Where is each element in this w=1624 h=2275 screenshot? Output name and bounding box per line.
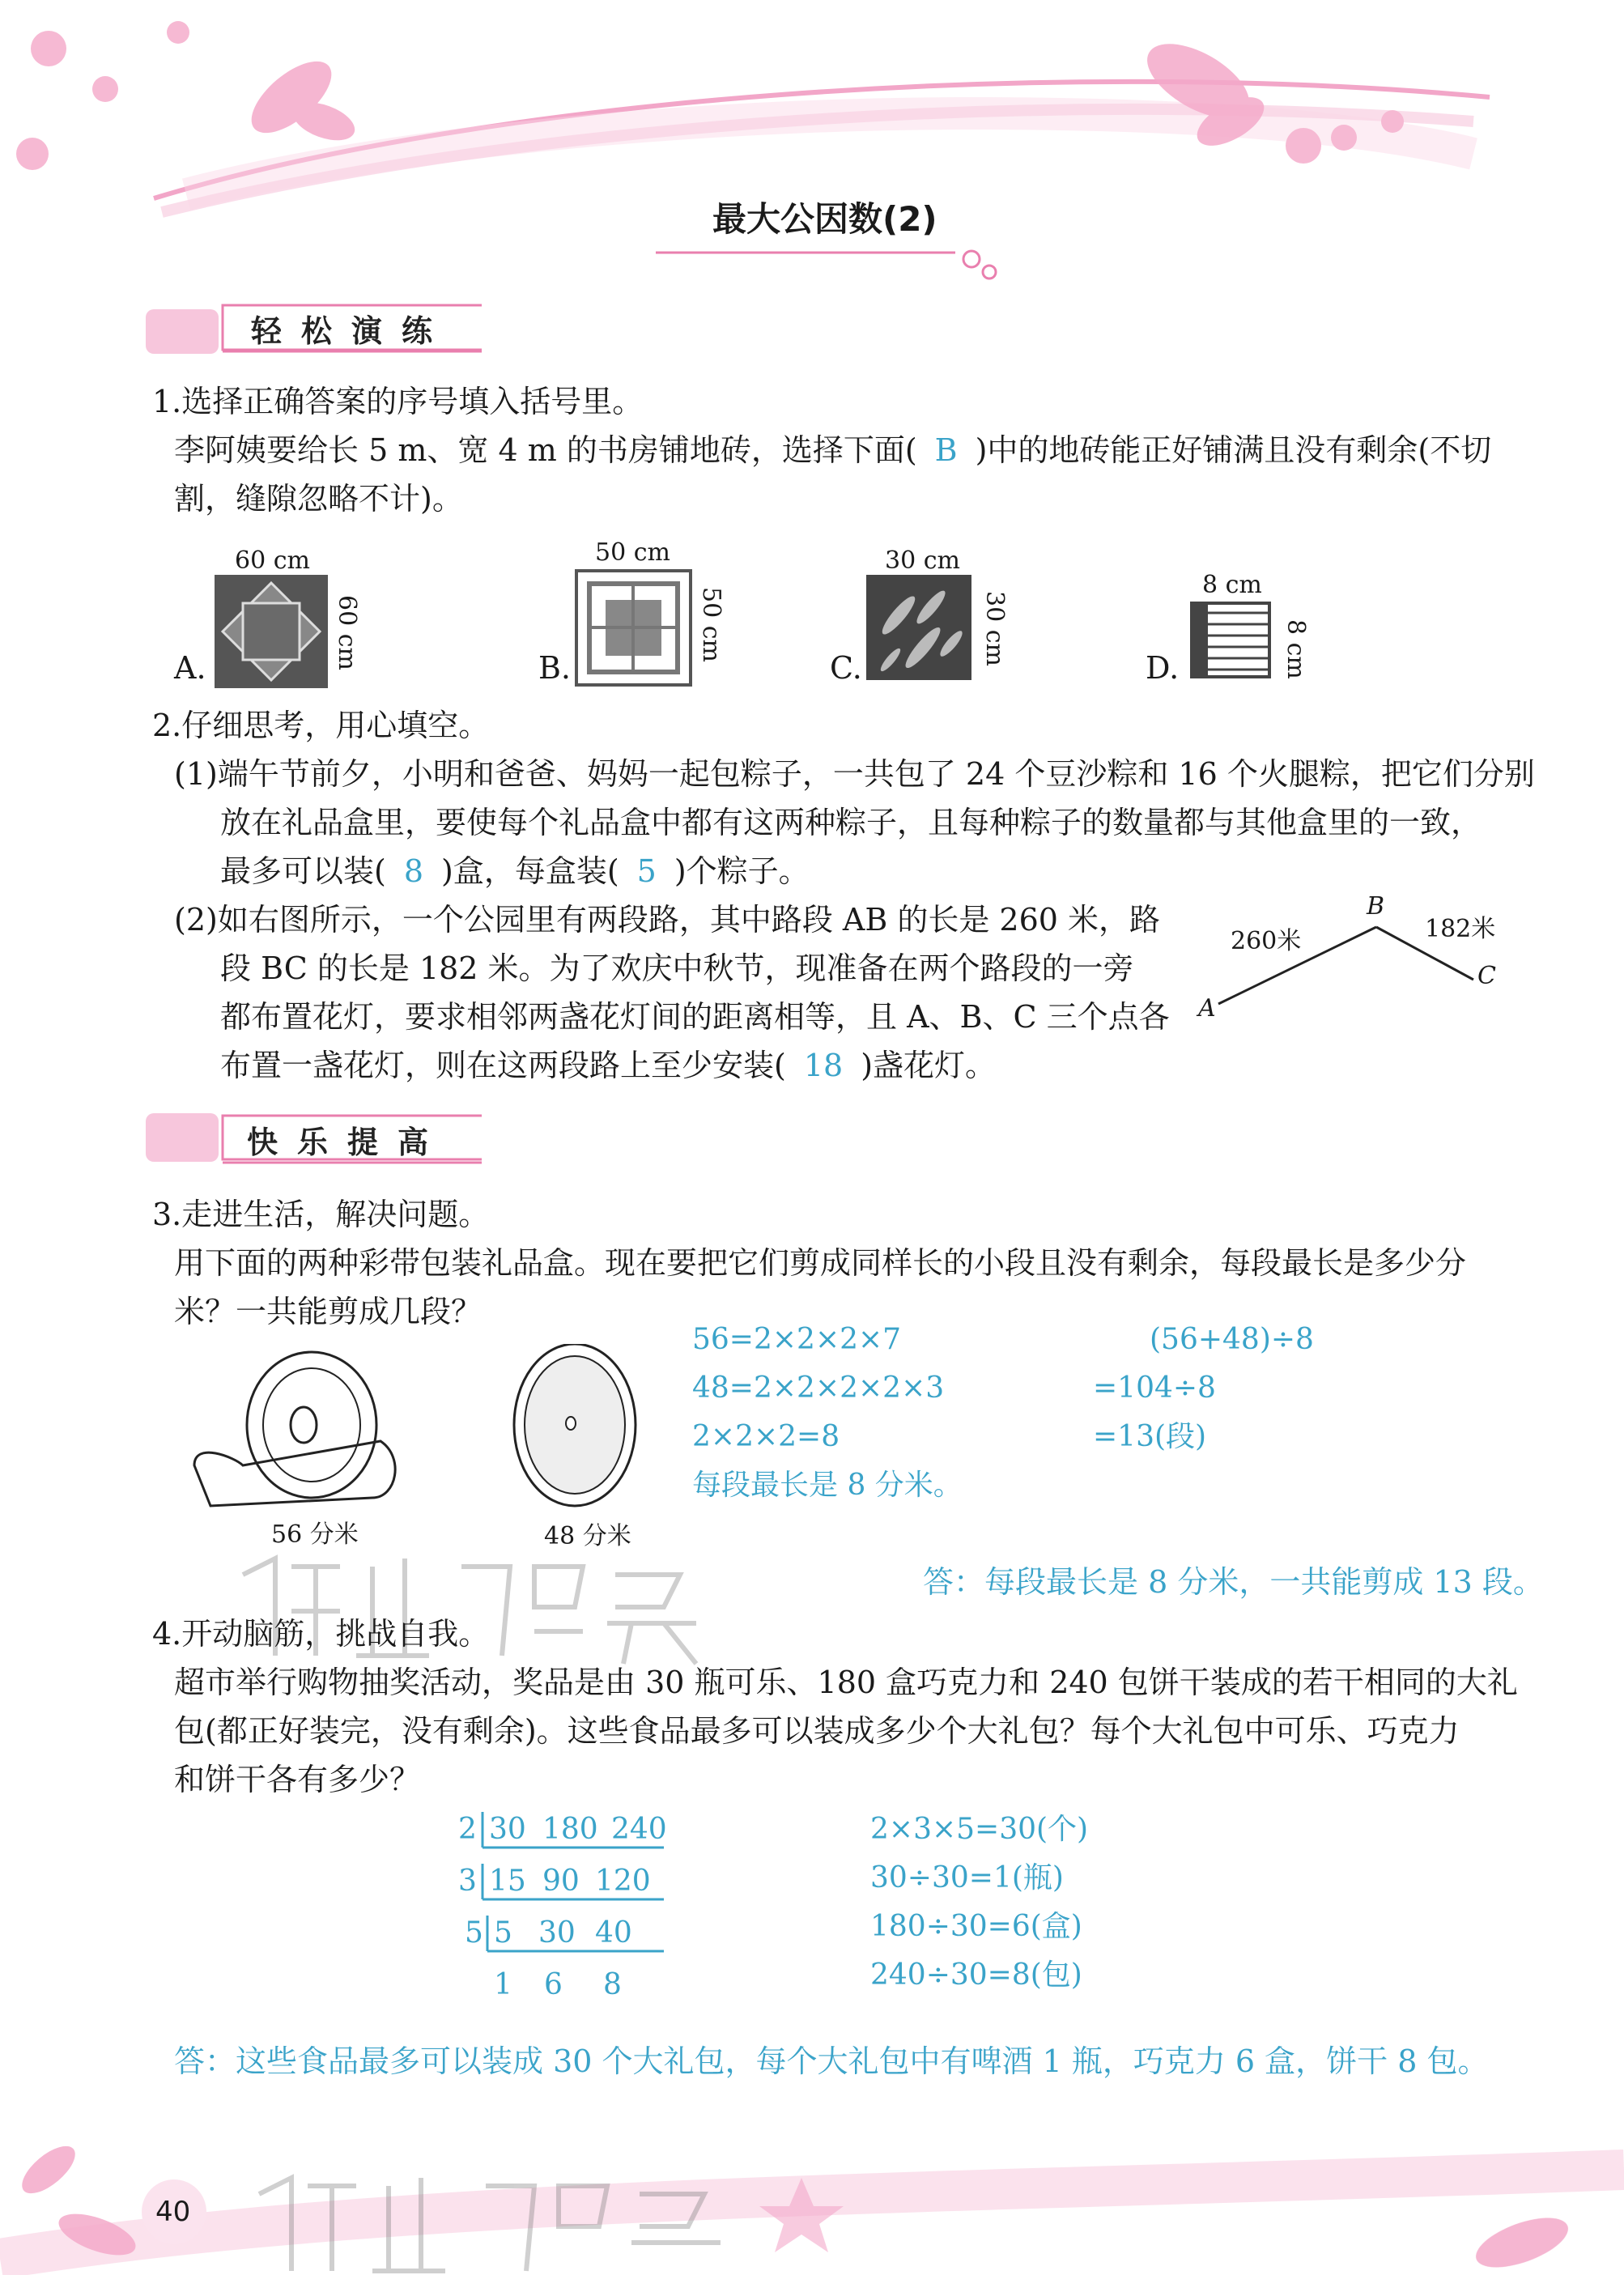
option-b-tile (575, 569, 692, 687)
q2-p2-line3: 都布置花灯，要求相邻两盏花灯间的距离相等，且 A、B、C 三个点各 (220, 999, 1170, 1035)
road-figure (1198, 891, 1522, 1028)
q2-p2-line4 (220, 1041, 996, 1090)
q2-p1-line3-c: )个粽子。 (674, 853, 810, 889)
q1-heading: 1.选择正确答案的序号填入括号里。 (152, 384, 644, 419)
q4-line2: 包(都正好装完，没有剩余)。这些食品最多可以装成多少个大礼包？每个大礼包中可乐、巧克力 (174, 1713, 1460, 1749)
point-c-label: C (1477, 962, 1496, 990)
section-easy-title: 轻松演练 (251, 313, 453, 349)
q2-p1-answer2: 5 (636, 853, 657, 889)
q1-line1-post: )中的地砖能正好铺满且没有剩余(不切 (975, 432, 1492, 468)
divisor-2: 3 (458, 1865, 477, 1898)
point-b-label: B (1367, 892, 1385, 921)
header-decoration (0, 0, 1624, 340)
q3-line1: 用下面的两种彩带包装礼品盒。现在要把它们剪成同样长的小段且没有剩余，每段最长是多少分 (174, 1245, 1467, 1281)
div-r1-c2: 180 (542, 1813, 598, 1846)
divisor-1: 2 (458, 1813, 477, 1846)
div-r3-c1: 5 (494, 1916, 512, 1950)
q2-p2-answer: 18 (803, 1048, 844, 1083)
q2-p1-line2: 放在礼品盒里，要使每个礼品盒中都有这两种粽子，且每种粽子的数量都与其他盒里的一致， (220, 805, 1482, 840)
option-d-height: 8 cm (1282, 619, 1310, 679)
q1-line2: 割，缝隙忽略不计)。 (174, 481, 463, 517)
point-a-label: A (1198, 994, 1216, 1023)
q4-work-1: 2×3×5=30(个) (870, 1813, 1089, 1846)
q2-p1-line1: (1)端午节前夕，小明和爸爸、妈妈一起包粽子，一共包了 24 个豆沙粽和 16 个火腿粽，把它们分别 (174, 756, 1535, 792)
q3-work-right-3: =13(段) (1093, 1420, 1207, 1453)
q3-work-right-2: =104÷8 (1093, 1371, 1216, 1405)
page-number: 40 (155, 2196, 191, 2228)
segment-bc-label: 182米 (1425, 915, 1496, 943)
q4-line3: 和饼干各有多少？ (174, 1762, 421, 1797)
page-title: 最大公因数(2) (712, 199, 937, 239)
option-a-tile (215, 575, 328, 688)
div-r1-c3: 240 (611, 1813, 667, 1846)
div-r1-c1: 30 (489, 1813, 526, 1846)
option-c-letter: C. (830, 650, 862, 686)
option-d-letter: D. (1146, 650, 1180, 686)
div-r2-c1: 15 (489, 1865, 526, 1898)
div-r4-c2: 6 (544, 1968, 563, 2001)
q4-work-4: 240÷30=8(包) (870, 1958, 1082, 1992)
q3-work-left-4: 每段最长是 8 分米。 (692, 1469, 963, 1502)
q3-work-left-3: 2×2×2=8 (692, 1420, 840, 1453)
q2-heading: 2.仔细思考，用心填空。 (152, 708, 490, 743)
ribbon2-length: 48 分米 (544, 1522, 631, 1550)
div-r4-c1: 1 (494, 1968, 512, 2001)
q1-answer: B (934, 432, 958, 468)
ribbon1-length: 56 分米 (271, 1520, 359, 1549)
option-d-width: 8 cm (1202, 571, 1262, 599)
q2-p2-line1: (2)如右图所示，一个公园里有两段路，其中路段 AB 的长是 260 米，路 (174, 902, 1161, 938)
q1-options (174, 538, 1324, 692)
option-b-width: 50 cm (595, 538, 670, 567)
divisor-3: 5 (465, 1916, 483, 1950)
div-r2-c3: 120 (595, 1865, 651, 1898)
q3-work-right-1: (56+48)÷8 (1150, 1323, 1314, 1356)
option-b-letter: B. (538, 650, 572, 686)
option-c-tile (866, 575, 971, 680)
q3-work-left-2: 48=2×2×2×2×3 (692, 1371, 945, 1405)
footer-decoration (0, 2073, 1624, 2275)
q2-p1-line3 (220, 847, 810, 895)
q4-line1: 超市举行购物抽奖活动，奖品是由 30 瓶可乐、180 盒巧克力和 240 包饼干装成的若干相同的大礼 (174, 1665, 1518, 1700)
q2-p1-answer1: 8 (403, 853, 424, 889)
div-r2-c2: 90 (542, 1865, 580, 1898)
div-r3-c3: 40 (595, 1916, 632, 1950)
q1-line1 (174, 426, 1491, 474)
q4-work-2: 30÷30=1(瓶) (870, 1861, 1064, 1894)
ribbon-illustration (170, 1344, 656, 1530)
section-happy-banner (142, 1109, 482, 1170)
option-a-width: 60 cm (235, 546, 310, 575)
q4-work-3: 180÷30=6(盒) (870, 1910, 1082, 1943)
q2-p2-line4-b: )盏花灯。 (861, 1048, 997, 1083)
option-c-height: 30 cm (980, 591, 1009, 666)
short-division (453, 1805, 680, 2024)
q4-answer: 答：这些食品最多可以装成 30 个大礼包，每个大礼包中有啤酒 1 瓶，巧克力 6 盒，饼干 8 包。 (174, 2043, 1489, 2079)
section-happy-title: 快乐提高 (247, 1125, 449, 1160)
segment-ab-label: 260米 (1231, 927, 1302, 955)
div-r3-c2: 30 (538, 1916, 576, 1950)
q2-p1-line3-b: )盒，每盒装( (441, 853, 619, 889)
q3-line2: 米？一共能剪成几段？ (174, 1294, 483, 1329)
q2-p2-line2: 段 BC 的长是 182 米。为了欢庆中秋节，现准备在两个路段的一旁 (220, 950, 1134, 986)
option-b-height: 50 cm (697, 587, 725, 662)
q4-heading: 4.开动脑筋，挑战自我。 (152, 1616, 490, 1652)
div-r4-c3: 8 (603, 1968, 622, 2001)
q2-p2-line4-a: 布置一盏花灯，则在这两段路上至少安装( (220, 1048, 786, 1083)
option-a-height: 60 cm (333, 595, 361, 670)
section-easy-banner (142, 301, 482, 358)
q2-p1-line3-a: 最多可以装( (220, 853, 386, 889)
option-d-tile (1190, 602, 1271, 678)
option-a-letter: A. (174, 650, 206, 686)
option-c-width: 30 cm (885, 546, 960, 575)
q3-heading: 3.走进生活，解决问题。 (152, 1197, 490, 1232)
q1-line1-pre: 李阿姨要给长 5 m、宽 4 m 的书房铺地砖，选择下面( (174, 432, 917, 468)
q3-answer: 答：每段最长是 8 分米，一共能剪成 13 段。 (923, 1564, 1544, 1600)
q3-work-left-1: 56=2×2×2×7 (692, 1323, 902, 1356)
